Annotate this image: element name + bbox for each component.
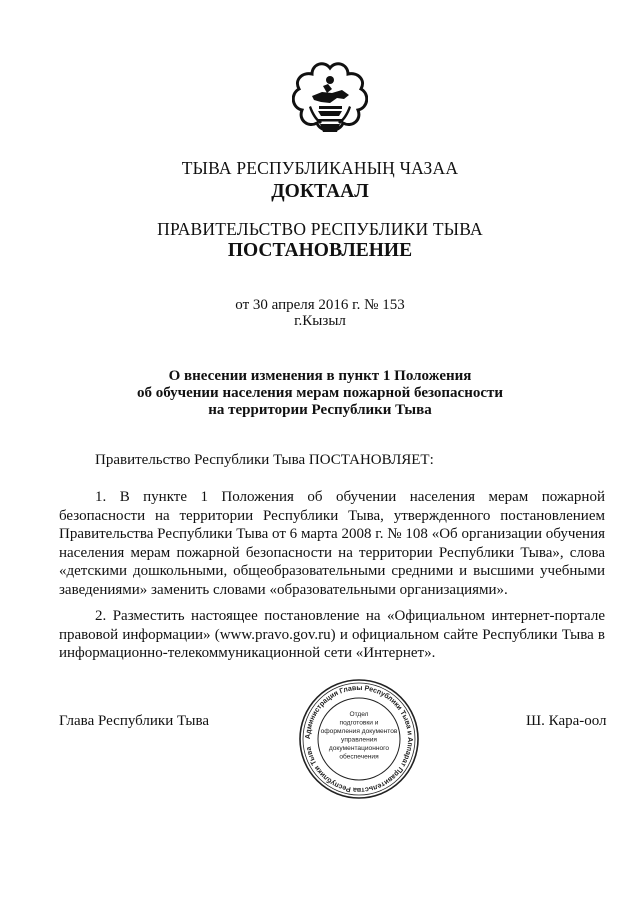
city: г.Кызыл: [294, 313, 346, 329]
title-line: О внесении изменения в пункт 1 Положения: [168, 368, 472, 384]
document-type-heading: ПОСТАНОВЛЕНИЕ: [227, 240, 413, 261]
stamp-inner-line: оформления документов: [320, 728, 398, 735]
signatory-name: Ш. Кара-оол: [526, 713, 607, 729]
republic-government-tuvan-heading: ТЫВА РЕСПУБЛИКАНЫҢ ЧАЗАА: [181, 158, 459, 178]
signatory-position: Глава Республики Тыва: [59, 713, 210, 729]
document-title: [0, 368, 640, 419]
preamble: Правительство Республики Тыва ПОСТАНОВЛЯЕТ:: [95, 452, 434, 468]
coat-of-arms-emblem: [292, 62, 368, 148]
official-stamp: [296, 676, 422, 802]
stamp-inner-line: документационного: [328, 745, 390, 752]
paragraph-2: 2. Разместить настоящее постановление на «Официальном интернет-портале правовой информации» (www.pravo.gov.ru) и официальном сайте Республики Тыва в информационно-телекоммуникационной сети «Интернет».: [59, 608, 605, 662]
stamp-ring-text: Администрация Главы Республики Тыва и Аппарат Правительства Республики Тыва: [302, 682, 416, 796]
government-heading: ПРАВИТЕЛЬСТВО РЕСПУБЛИКИ ТЫВА: [157, 219, 483, 239]
paragraph-1: 1. В пункте 1 Положения об обучении населения мерам пожарной безопасности на территории Республики Тыва, утвержденного постановлением Правительства Республики Тыва от 6 марта 2008 г. № 108 «Об организации обучения населения мерам пожарной безопасности на территории Республики Тыва», слова «детскими дошкольными, общеобразовательными средними и высшими учебными заведениями» заменить словами «образовательными организациями».: [59, 489, 605, 598]
date-and-number: от 30 апреля 2016 г. № 153: [235, 297, 405, 313]
stamp-inner-line: обеспечения: [339, 753, 379, 761]
stamp-inner-line: Отдел: [349, 711, 369, 718]
stamp-inner-line: подготовки и: [339, 719, 379, 727]
title-line: на территории Республики Тыва: [208, 402, 432, 418]
document-type-tuvan-heading: ДОКТААЛ: [271, 181, 369, 202]
stamp-inner-line: управления: [341, 736, 377, 744]
title-line: об обучении населения мерам пожарной безопасности: [136, 385, 504, 401]
